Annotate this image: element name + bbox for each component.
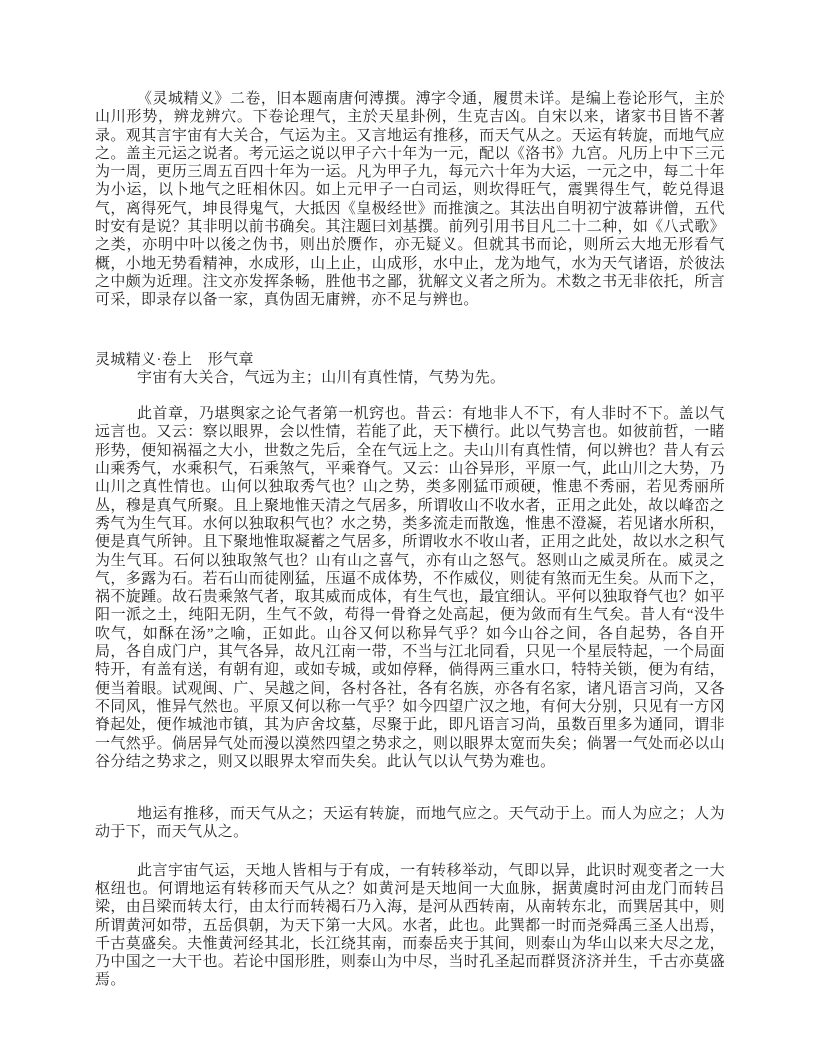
commentary-1: 此首章，乃堪舆家之论气者第一机窍也。昔云：有地非人不下，有人非时不下。盖以气远言也。又云：察以眼界，会以性情，若能了此，天下横行。此以气势言也。如彼前哲，一睹形势，便知祸福之大小，世数之先后，全在气远上之。夫山川有真性情，何以辨也？昔人有云山乘秀气，水乘积气，石乘煞气，平乘脊气。又云：山谷异形，平原一气，此山川之大势，乃山川之真性情也。山何以独取秀气也？山之势，类多刚猛帀顽硬，惟患不秀丽，若见秀丽所丛，穆是真气所聚。且上聚地惟天清之气居多，所谓收山不收水者，正用之此处，故以峰峦之秀气为生气耳。水何以独取积气也？水之势，类多流走而散逸，惟患不澄凝，若见诸水所积，便是真气所钟。且下聚地惟取凝蓄之气居多，所谓收水不收山者，正用之此处，故以水之积气为生气耳。石何以独取煞气也？山有山之喜气，亦有山之怒气。怒则山之威灵所在。威灵之气，多露为石。若石山而徒刚猛，压逼不成体势，不作威仪，则徒有煞而无生矣。从而下之，祸不旋踵。故石贵乘煞气者，取其威而成体，有生气也，最宜细认。平何以独取脊气也？如平阳一派之土，纯阳无阴，生气不敛，苟得一骨脊之处高起，便为敛而有生气矣。昔人有“没牛吹气，如酥在汤”之喻，正如此。山谷又何以称异气乎？如今山谷之间，各自起势，各自开局，各自成门户，其气各异，故凡江南一带，不当与江北同看，只见一个星辰特起，一个局面特开，有盖有送，有朝有迎，或如专城，或如停释，倘得两三重水口，特特关锁，便为有结，便当着眼。试观闽、广、吴越之间，各村各社，各有名族，亦各有名家，诸凡语言习尚，又各不同风，惟异气然也。平原又何以称一气乎？如今四望广汉之地，有何大分别，只见有一方冈脊起处，便作城池市镇，其为庐舍坟墓，尽聚于此，即凡语言习尚，虽数百里多为通同，谓非一气然乎。倘居异气处而漫以漠然四望之势求之，则以眼界太宽而失矣；倘署一气处而必以山谷分结之势求之，则又以眼界太窄而失矣。此认气以认气势为难也。 [95,406,725,770]
commentary-2: 此言宇宙气运，天地人皆相与于有成，一有转移举动，气即以异，此识时观变者之一大枢纽也。何谓地运有转移而天气从之？如黄河是天地间一大血脉，据黄虞时河由龙门而转吕梁，由吕梁而转太行，由太行而转褐石乃入海，是河从西转南，从南转东北，而巽居其中，则所谓黄河如带，五岳俱朝，为天下第一大风。水者，此也。此巽都一时而尧舜禹三圣人出焉，千古莫盛矣。夫惟黄河经其北，长江绕其南，而泰岳夹于其间，则泰山为华山以来大尽之龙，乃中国之一大干也。若论中国形胜，则泰山为中尽，当时孔圣起而群贤济济并生，千古亦莫盛焉。 [95,862,725,989]
chapter-heading: 灵城精义·卷上 形气章 [95,351,254,368]
chapter-maxim-2: 地运有推移，而天气从之；天运有转旋，而地气应之。天气动于上。而人为应之；人为动于下，而天气从之。 [95,806,725,841]
bibliographic-abstract: 《灵城精义》二卷，旧本题南唐何溥撰。溥字令通，履贯未详。是编上卷论形气，主於山川形势，辨龙辨穴。下卷论理气，主於天星卦例，生克吉凶。自宋以来，诸家书目皆不著录。观其言宇宙有大关合，气运为主。又言地运有推移，而天气从之。天运有转旋，而地气应之。盖主元运之说者。考元运之说以甲子六十年为一元，配以《洛书》九宫。凡历上中下三元为一周，更历三周五百四十年为一运。凡为甲子九，每元六十年为大运，一元之中，每二十年为小运，以卜地气之旺相休囚。如上元甲子一白司运，则坎得旺气，震巽得生气，乾兑得退气，离得死气，坤艮得鬼气，大抵因《皇极经世》而推演之。其法出自明初宁波幕讲僧，五代时安有是说？其非明以前书确矣。其注题曰刘基撰。前列引用书目凡二十二种，如《八式歌》之类，亦明中叶以後之伪书，则出於赝作，亦无疑义。但就其书而论，则所云大地无形看气概，小地无势看精神，水成形，山上止，山成形，水中止，龙为地气，水为天气诸语，於彼法之中颇为近理。注文亦发挥条畅，胜他书之鄙，犹解文义者之所为。术数之书无非依托，所言可采，即录存以备一家，真伪固无庸辨，亦不足与辨也。 [95,91,725,309]
chapter-maxim-1: 宇宙有大关合，气远为主；山川有真性情，气势为先。 [137,369,506,386]
